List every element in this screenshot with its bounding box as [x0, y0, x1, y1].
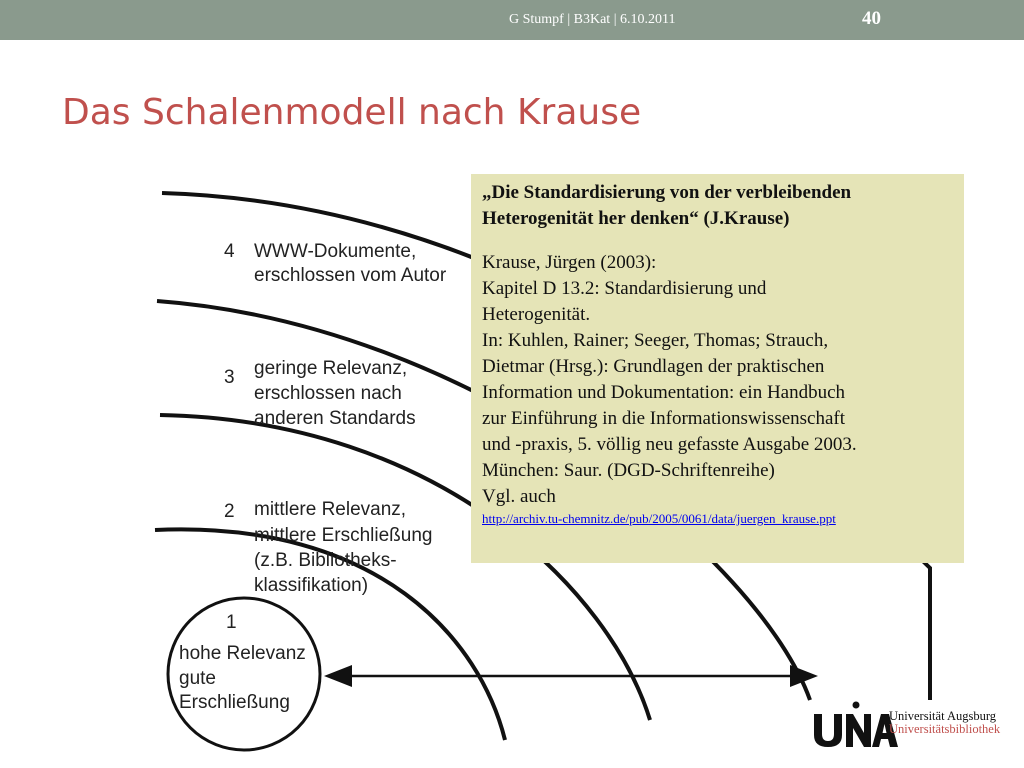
reference-line: In: Kuhlen, Rainer; Seeger, Thomas; Strauch,: [482, 330, 829, 351]
reference-line: Information und Dokumentation: ein Handbuch: [482, 382, 846, 403]
shell-label-4-line1: WWW-Dokumente,: [254, 241, 417, 262]
logo-text: [889, 710, 1000, 736]
slide-title: Das Schalenmodell nach Krause: [62, 92, 642, 133]
quote-box: [471, 174, 964, 563]
shell-label-1-line1: hohe Relevanz: [179, 643, 306, 664]
shell-label-1-line2: gute: [179, 668, 216, 689]
reference-line: München: Saur. (DGD-Schriftenreihe): [482, 460, 775, 481]
shell-number-4: 4: [224, 241, 235, 262]
footer-text: G Stumpf | B3Kat | 6.10.2011: [509, 12, 676, 27]
reference-line: Kapitel D 13.2: Standardisierung und: [482, 278, 767, 299]
shell-label-3-line3: anderen Standards: [254, 408, 416, 429]
reference-line: zur Einführung in die Informationswissenschaft: [482, 408, 846, 429]
krause-quote: „Die Standardisierung von der verbleibenden Heterogenität her denken“ (J.Krause): [482, 182, 852, 229]
slide-number: 40: [862, 8, 881, 29]
shell-number-3: 3: [224, 367, 235, 388]
shell-number-2: 2: [224, 501, 235, 522]
shell-label-2-line1: mittlere Relevanz,: [254, 499, 407, 520]
reference-line: Vgl. auch: [482, 486, 556, 507]
shell-label-3-line2: erschlossen nach: [254, 383, 402, 404]
shell-number-1: 1: [226, 612, 237, 633]
reference-link[interactable]: http://archiv.tu-chemnitz.de/pub/2005/0061/data/juergen_krause.ppt: [482, 511, 836, 526]
shell-label-1-line3: Erschließung: [179, 692, 290, 713]
reference-line: Krause, Jürgen (2003):: [482, 252, 657, 273]
arrow-head-left: [324, 665, 352, 687]
logo-dot: [853, 702, 860, 709]
shell-label-2-line3: (z.B. Bibliotheks-: [254, 550, 397, 571]
reference-line: Heterogenität.: [482, 304, 591, 325]
shell-label-2-line2: mittlere Erschließung: [254, 525, 433, 546]
logo-library-name: Universitätsbibliothek: [889, 722, 1001, 736]
reference-line: Dietmar (Hrsg.): Grundlagen der praktischen: [482, 356, 825, 377]
shell-label-4-line2: erschlossen vom Autor: [254, 265, 447, 286]
logo-university-name: Universität Augsburg: [889, 709, 997, 723]
logo-letter-u: [814, 714, 842, 747]
logo-letter-n: [846, 714, 871, 747]
shell-label-2-line4: klassifikation): [254, 575, 369, 596]
shell-label-3-line1: geringe Relevanz,: [254, 358, 408, 379]
reference-line: und -praxis, 5. völlig neu gefasste Ausgabe 2003.: [482, 434, 857, 455]
